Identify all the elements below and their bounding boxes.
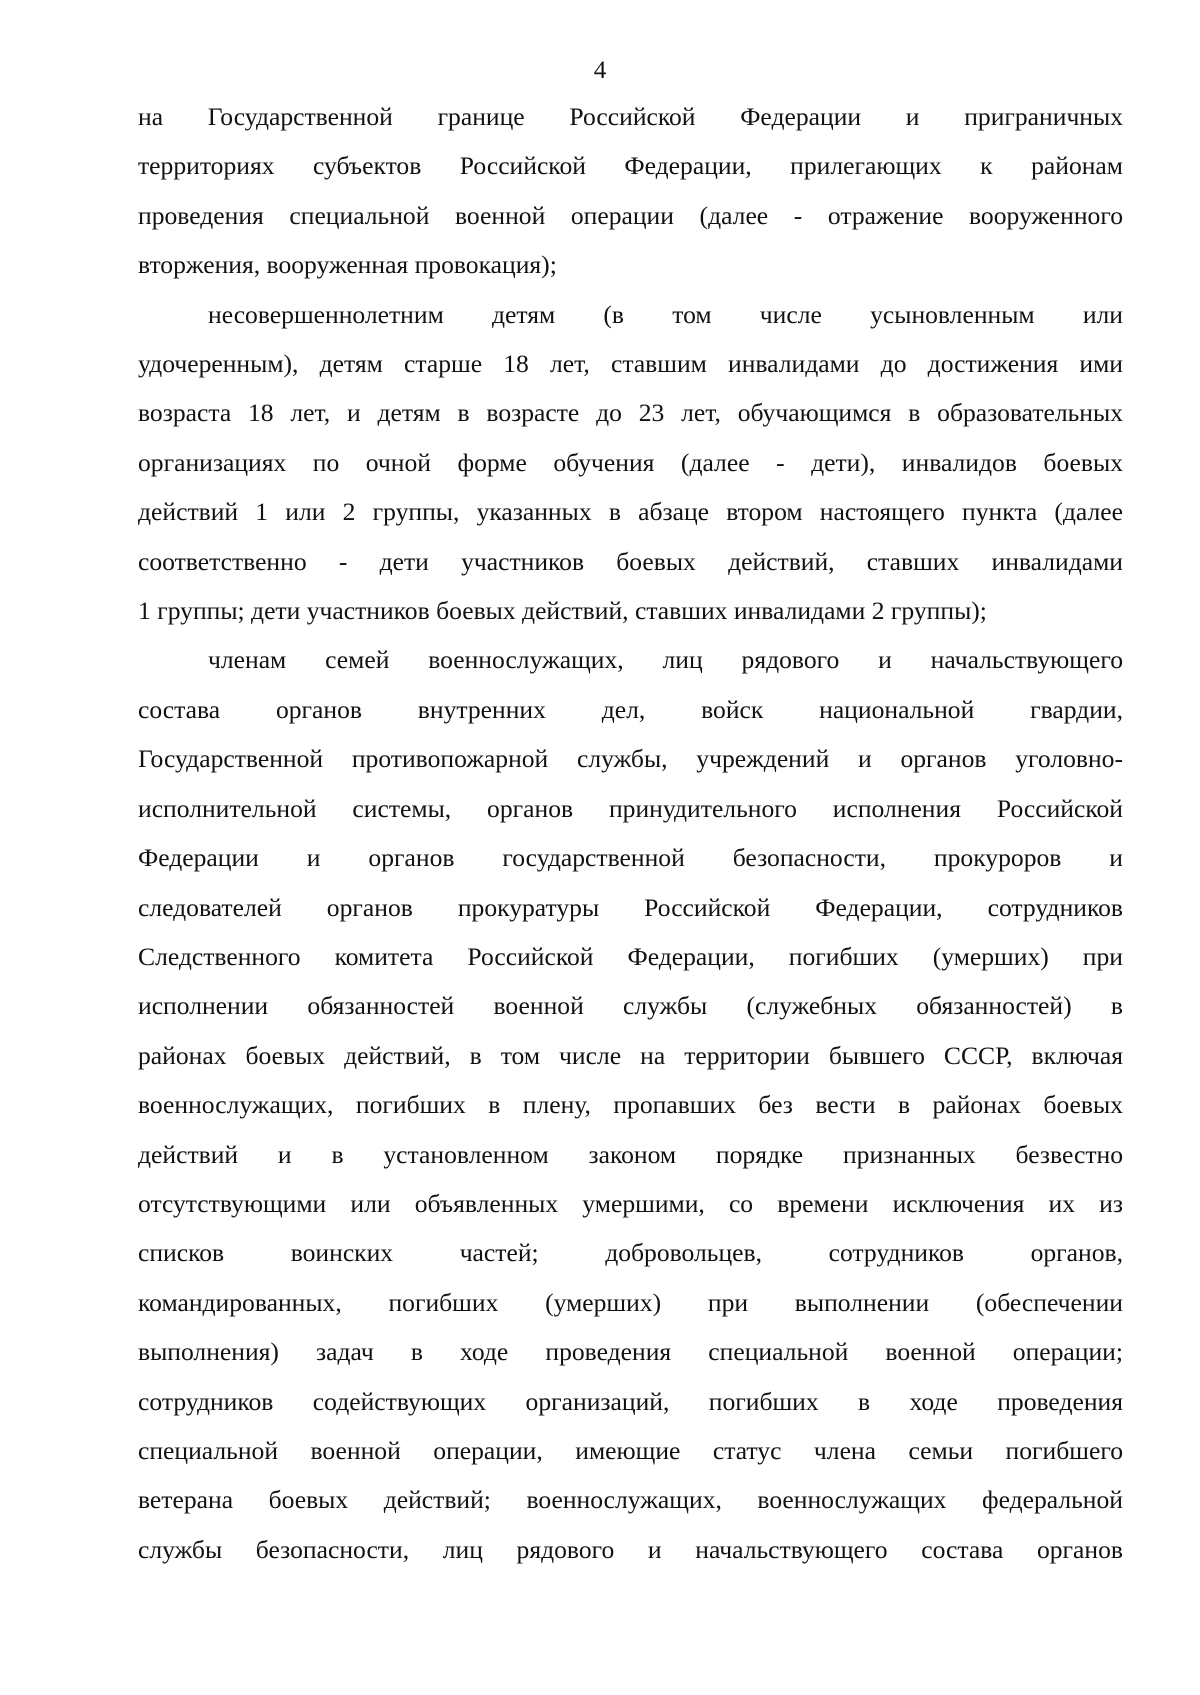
text-line: списков воинских частей; добровольцев, сотрудников органов, xyxy=(138,1238,1123,1268)
text-line: организациях по очной форме обучения (далее - дети), инвалидов боевых xyxy=(138,447,1123,477)
text-line: исполнении обязанностей военной службы (служебных обязанностей) в xyxy=(138,991,1123,1021)
text-line: ветерана боевых действий; военнослужащих, военнослужащих федеральной xyxy=(138,1485,1123,1515)
text-line: исполнительной системы, органов принудительного исполнения Российской xyxy=(138,793,1123,823)
text-line: следователей органов прокуратуры Российской Федерации, сотрудников xyxy=(138,892,1123,922)
text-line: территориях субъектов Российской Федерации, прилегающих к районам xyxy=(138,151,1123,181)
text-line: соответственно - дети участников боевых действий, ставших инвалидами xyxy=(138,546,1123,576)
text-line: сотрудников содействующих организаций, погибших в ходе проведения xyxy=(138,1386,1123,1416)
page-number: 4 xyxy=(593,57,607,84)
document-body xyxy=(138,92,1123,1574)
text-line: удочеренным), детям старше 18 лет, ставшим инвалидами до достижения ими xyxy=(138,349,1123,379)
text-line: несовершеннолетним детям (в том числе усыновленным или xyxy=(208,299,1123,329)
text-line: районах боевых действий, в том числе на территории бывшего СССР, включая xyxy=(138,1040,1123,1070)
text-line: Государственной противопожарной службы, учреждений и органов уголовно- xyxy=(138,744,1123,774)
text-line: службы безопасности, лиц рядового и начальствующего состава органов xyxy=(138,1534,1123,1564)
text-line: Федерации и органов государственной безопасности, прокуроров и xyxy=(138,843,1123,873)
text-line: состава органов внутренних дел, войск национальной гвардии, xyxy=(138,694,1123,724)
text-line: 1 группы; дети участников боевых действий, ставших инвалидами 2 группы); xyxy=(138,596,987,626)
text-line: специальной военной операции, имеющие статус члена семьи погибшего xyxy=(138,1435,1123,1465)
text-line: на Государственной границе Российской Федерации и приграничных xyxy=(138,102,1123,131)
text-line: вторжения, вооруженная провокация); xyxy=(138,250,557,280)
text-line: действий 1 или 2 группы, указанных в абзаце втором настоящего пункта (далее xyxy=(138,497,1123,527)
text-line: военнослужащих, погибших в плену, пропавших без вести в районах боевых xyxy=(138,1090,1123,1120)
text-line: отсутствующими или объявленных умершими, со времени исключения их из xyxy=(138,1188,1123,1218)
paragraph-children xyxy=(138,290,1123,636)
paragraph-family-members xyxy=(138,635,1123,1574)
text-line: командированных, погибших (умерших) при выполнении (обеспечении xyxy=(138,1287,1123,1317)
text-line: действий и в установленном законом порядке признанных безвестно xyxy=(138,1139,1123,1169)
text-line: возраста 18 лет, и детям в возрасте до 23 лет, обучающимся в образовательных xyxy=(138,398,1123,428)
text-line: членам семей военнослужащих, лиц рядового и начальствующего xyxy=(208,645,1123,675)
text-line: Следственного комитета Российской Федерации, погибших (умерших) при xyxy=(138,941,1123,971)
paragraph-continuation xyxy=(138,92,1123,290)
text-line: выполнения) задач в ходе проведения специальной военной операции; xyxy=(138,1337,1123,1367)
text-line: проведения специальной военной операции (далее - отражение вооруженного xyxy=(138,200,1123,230)
